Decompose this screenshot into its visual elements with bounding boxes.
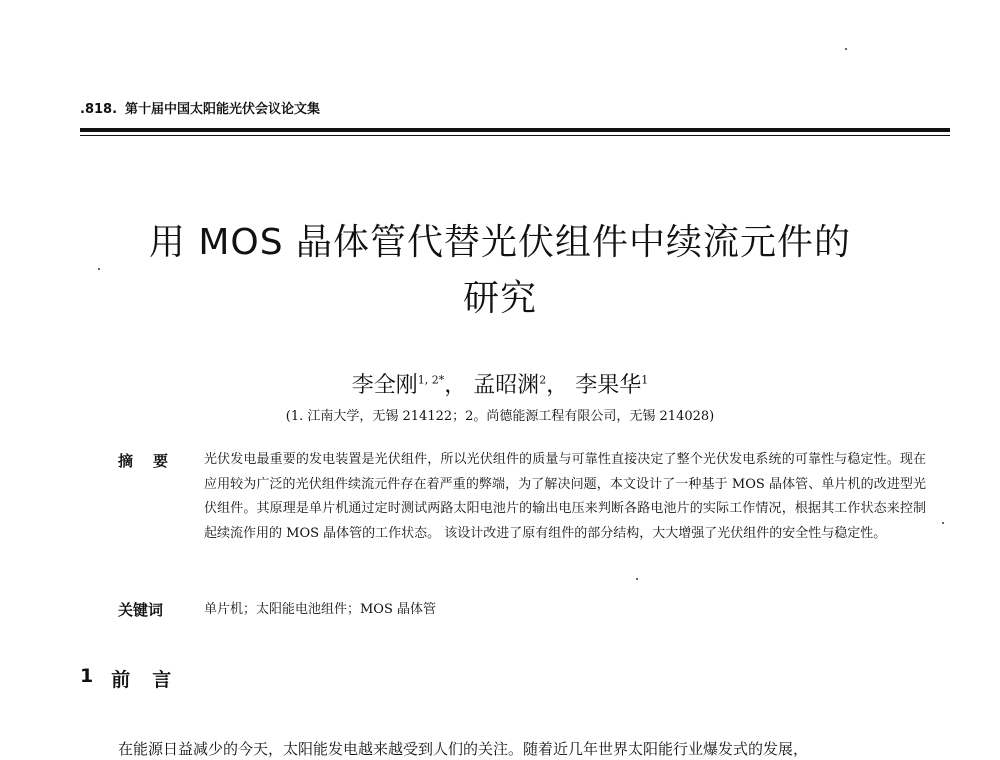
paper-title-line1: 用 MOS 晶体管代替光伏组件中续流元件的 — [148, 222, 852, 263]
author: 孟昭渊 — [473, 373, 540, 398]
abstract-text: 光伏发电最重要的发电装置是光伏组件，所以光伏组件的质量与可靠性直接决定了整个光伏发电系统的可靠性与稳定性。现在应用较为广泛的光伏组件续流元件存在着严重的弊端，为了解决问题，本文设计了一种基于 MOS 晶体管、单片机的改进型光伏组件。其原理是单片机通过定时测试两路太阳电池片的输出电压来判断各路电池片的实际工作情况，根据其工作状态来控制起续流作用的 MOS 晶体管的工作状态。 该设计改进了原有组件的部分结构，大大增强了光伏组件的安全性与稳定性。 — [204, 452, 926, 541]
scan-speck — [942, 522, 944, 524]
author-list — [100, 368, 900, 399]
page-number: .818. — [80, 102, 118, 117]
scan-speck — [845, 48, 847, 50]
abstract-label: 摘要 — [118, 452, 189, 470]
author-affil-mark: 1, 2* — [417, 373, 445, 387]
section-number: 1 — [80, 665, 94, 687]
header-rule-thin — [80, 135, 950, 136]
keywords-label: 关键词 — [118, 601, 164, 619]
paper-title — [100, 215, 900, 327]
keywords-text: 单片机；太阳能电池组件；MOS 晶体管 — [204, 602, 437, 617]
author-separator: ， — [546, 373, 569, 398]
author: 李全刚 — [351, 373, 418, 398]
scan-speck — [636, 578, 638, 580]
running-header — [80, 98, 320, 117]
header-rule-thick — [80, 128, 950, 132]
section-heading — [80, 665, 193, 692]
paper-title-line2: 研究 — [462, 278, 537, 319]
section-title: 前言 — [111, 669, 194, 691]
author-separator: ， — [444, 373, 467, 398]
scan-speck — [98, 268, 100, 270]
affiliation: (1. 江南大学，无锡 214122；2。尚德能源工程有限公司，无锡 214028) — [285, 409, 715, 424]
proceedings-title: 第十届中国太阳能光伏会议论文集 — [125, 102, 321, 117]
author: 李果华 — [575, 373, 642, 398]
author-affil-mark: 2 — [539, 373, 547, 387]
body-paragraph: 在能源日益减少的今天，太阳能发电越来越受到人们的关注。随着近几年世界太阳能行业爆发式的发展， — [118, 740, 809, 758]
author-affil-mark: 1 — [641, 373, 649, 387]
